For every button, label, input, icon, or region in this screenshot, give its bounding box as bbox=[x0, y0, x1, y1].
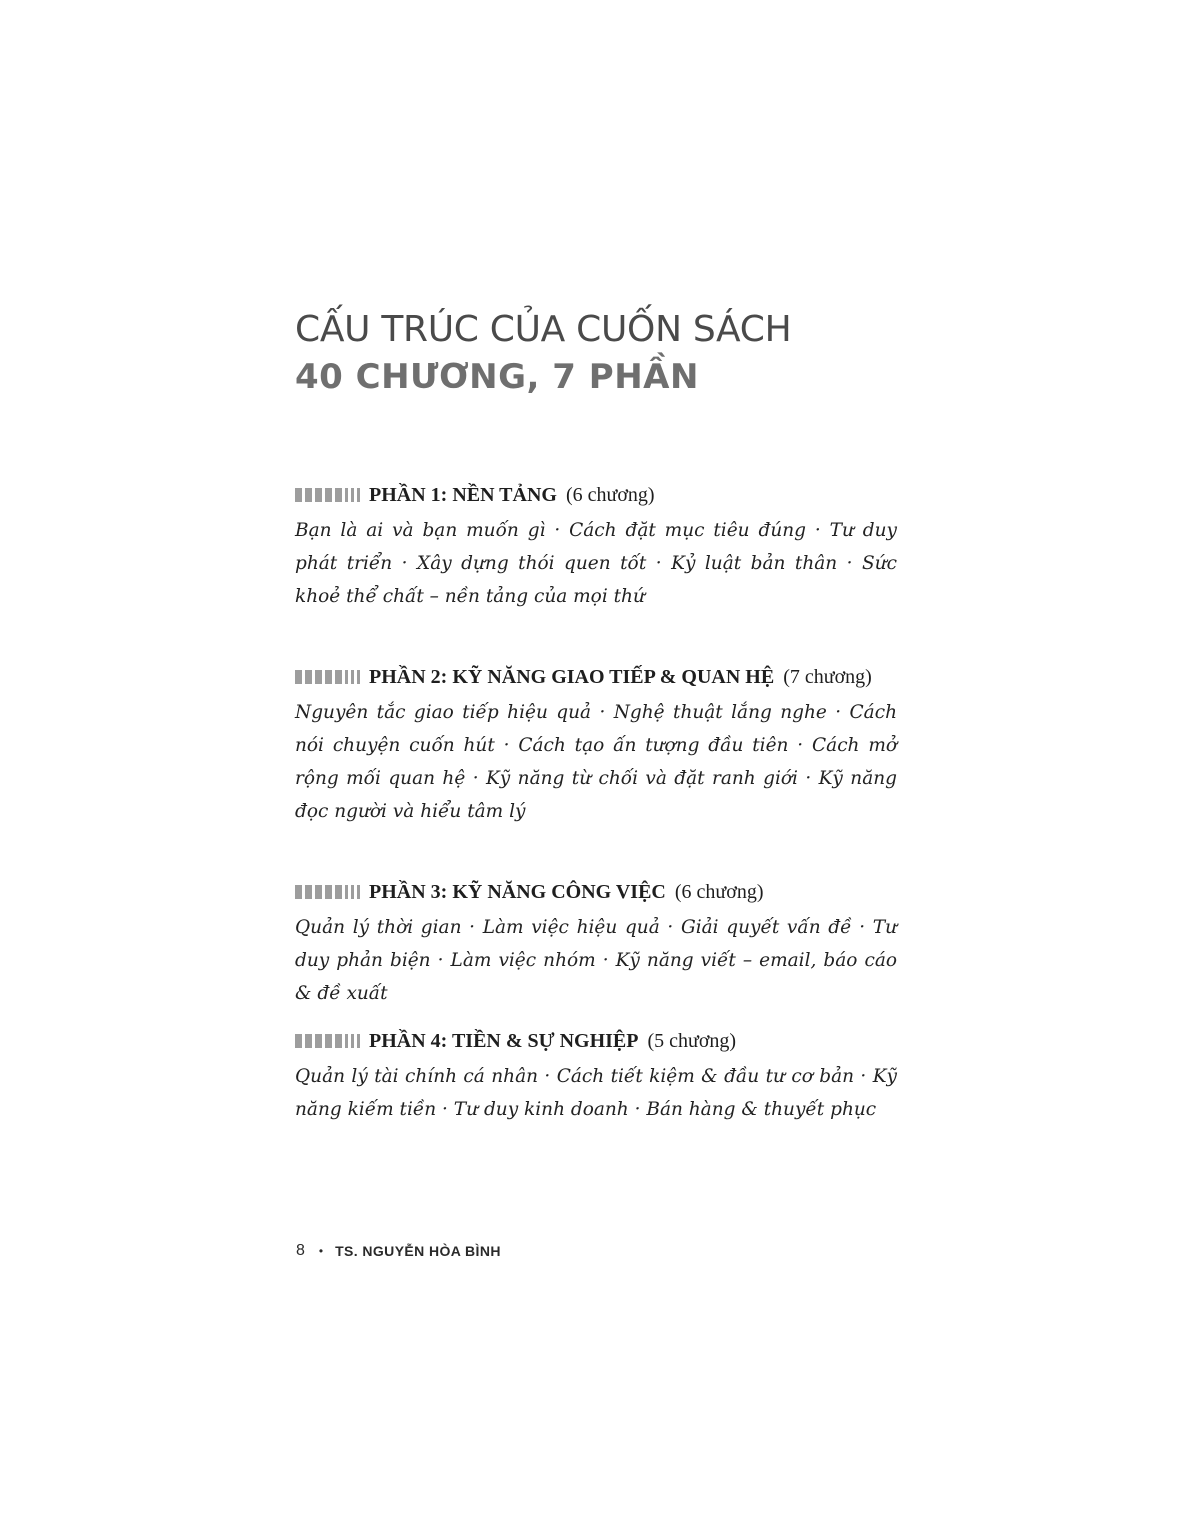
bar-marker-icon bbox=[295, 488, 360, 502]
section-name: PHẦN 3: KỸ NĂNG CÔNG VIỆC bbox=[369, 880, 666, 903]
section-name: PHẦN 4: TIỀN & SỰ NGHIỆP bbox=[369, 1029, 639, 1052]
section-part-4 bbox=[295, 1025, 897, 1126]
section-chapter-count: (6 chương) bbox=[674, 880, 764, 903]
section-header bbox=[295, 876, 897, 908]
section-part-3 bbox=[295, 876, 897, 1010]
bar-marker-icon bbox=[295, 670, 360, 684]
section-topics: Quản lý thời gian · Làm việc hiệu quả · Giải quyết vấn đề · Tư duy phản biện · Làm việc nhóm · Kỹ năng viết – email, báo cáo & đề xuất bbox=[295, 917, 897, 1004]
page-footer bbox=[296, 1238, 501, 1264]
section-part-1 bbox=[295, 479, 897, 613]
section-part-2 bbox=[295, 661, 897, 828]
author-name: TS. NGUYỄN HÒA BÌNH bbox=[335, 1243, 501, 1259]
page-title: CẤU TRÚC CỦA CUỐN SÁCH bbox=[295, 309, 792, 350]
section-chapter-count: (7 chương) bbox=[783, 665, 872, 688]
section-chapter-count: (5 chương) bbox=[647, 1029, 737, 1052]
section-name: PHẦN 2: KỸ NĂNG GIAO TIẾP & QUAN HỆ bbox=[369, 665, 775, 688]
section-topics: Bạn là ai và bạn muốn gì · Cách đặt mục tiêu đúng · Tư duy phát triển · Xây dựng thói quen tốt · Kỷ luật bản thân · Sức khoẻ thể chất – nền tảng của mọi thứ bbox=[295, 520, 897, 607]
section-name: PHẦN 1: NỀN TẢNG bbox=[369, 483, 557, 506]
section-header bbox=[295, 661, 897, 693]
page-subtitle: 40 CHƯƠNG, 7 PHẦN bbox=[295, 357, 699, 397]
section-topics: Quản lý tài chính cá nhân · Cách tiết kiệm & đầu tư cơ bản · Kỹ năng kiếm tiền · Tư duy kinh doanh · Bán hàng & thuyết phục bbox=[295, 1066, 897, 1120]
section-topics: Nguyên tắc giao tiếp hiệu quả · Nghệ thuật lắng nghe · Cách nói chuyện cuốn hút · Cách tạo ấn tượng đầu tiên · Cách mở rộng mối quan hệ · Kỹ năng từ chối và đặt ranh giới · Kỹ năng đọc người và hiểu tâm lý bbox=[295, 702, 897, 822]
section-header bbox=[295, 1025, 897, 1057]
footer-separator: • bbox=[318, 1244, 324, 1258]
bar-marker-icon bbox=[295, 1034, 360, 1048]
section-chapter-count: (6 chương) bbox=[565, 483, 655, 506]
section-header bbox=[295, 479, 897, 511]
bar-marker-icon bbox=[295, 885, 360, 899]
page-number: 8 bbox=[296, 1242, 305, 1259]
